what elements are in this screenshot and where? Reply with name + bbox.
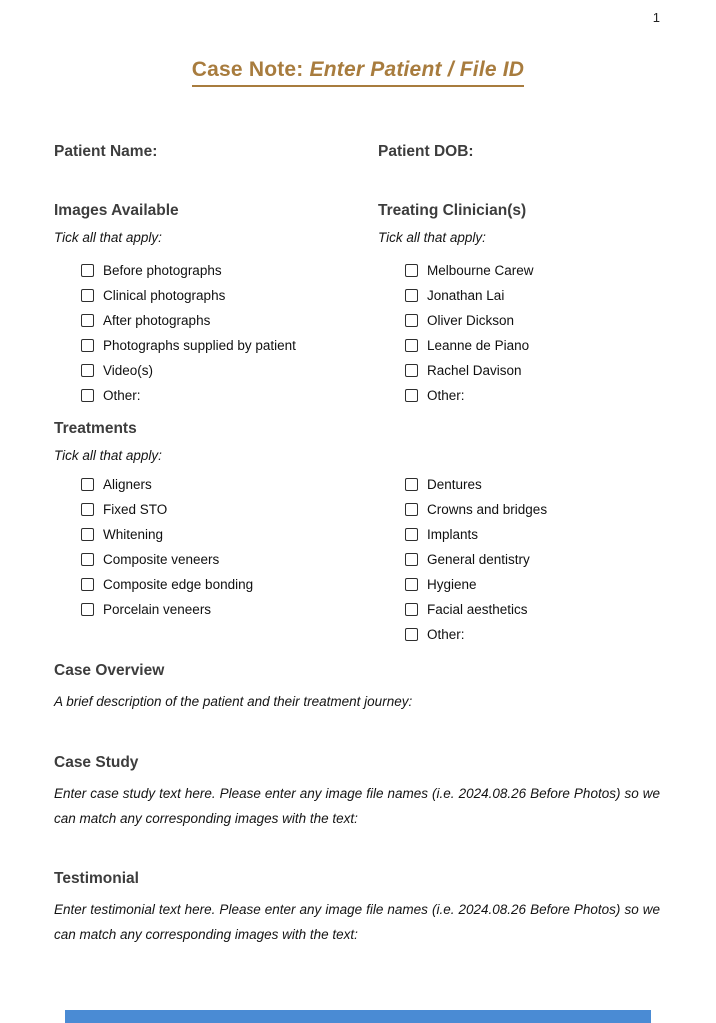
case-study-placeholder[interactable]: Enter case study text here. Please enter any image file names (i.e. 2024.08.26 Before Photos) so we can match any corresponding images with the text: <box>54 786 660 826</box>
checkbox-option[interactable] <box>405 522 694 547</box>
checkbox-label: After photographs <box>103 312 211 328</box>
checkbox[interactable] <box>81 389 94 402</box>
checkbox-label: Other: <box>427 387 465 403</box>
patient-dob-label: Patient DOB: <box>378 143 474 160</box>
case-overview-section <box>54 661 660 715</box>
checkbox-label: Melbourne Carew <box>427 262 534 278</box>
treatments-heading: Treatments <box>54 420 137 437</box>
images-available-heading: Images Available <box>54 202 179 219</box>
checkbox-option[interactable] <box>405 308 694 333</box>
checkbox-option[interactable] <box>81 522 370 547</box>
checkbox-label: Fixed STO <box>103 501 168 517</box>
checkbox-option[interactable] <box>81 497 370 522</box>
checkbox-option[interactable] <box>81 258 370 283</box>
checkbox-option[interactable] <box>81 547 370 572</box>
checkbox[interactable] <box>81 553 94 566</box>
treating-clinicians-heading: Treating Clinician(s) <box>378 202 527 219</box>
checkbox-option[interactable] <box>405 572 694 597</box>
case-overview-heading: Case Overview <box>54 662 165 679</box>
checkbox-option[interactable] <box>81 358 370 383</box>
treating-clinicians-instruction: Tick all that apply: <box>378 230 486 245</box>
checkbox-option[interactable] <box>405 358 694 383</box>
checkbox-label: Other: <box>427 626 465 642</box>
treatments-instruction: Tick all that apply: <box>54 448 162 463</box>
page-number: 1 <box>652 10 660 25</box>
checkbox[interactable] <box>81 314 94 327</box>
checkbox-label: Dentures <box>427 476 482 492</box>
testimonial-section <box>54 869 660 947</box>
treatments-checklist-left <box>54 472 370 622</box>
testimonial-placeholder[interactable]: Enter testimonial text here. Please enter any image file names (i.e. 2024.08.26 Before Photos) so we can match any corresponding images with the text: <box>54 902 660 942</box>
checkbox-label: Whitening <box>103 526 164 542</box>
checkbox-label: Implants <box>427 526 479 542</box>
checkbox-label: Composite edge bonding <box>103 576 254 592</box>
checkbox-option[interactable] <box>405 472 694 497</box>
case-overview-placeholder[interactable]: A brief description of the patient and their treatment journey: <box>54 694 413 709</box>
footer-accent-bar <box>65 1010 651 1023</box>
checkbox-option[interactable] <box>405 258 694 283</box>
checkbox[interactable] <box>405 628 418 641</box>
checkbox-option[interactable] <box>81 383 370 408</box>
checkbox-label: Leanne de Piano <box>427 337 530 353</box>
patient-file-id-placeholder[interactable]: Enter Patient / File ID <box>309 58 525 81</box>
checkbox[interactable] <box>81 289 94 302</box>
checkbox-option[interactable] <box>405 383 694 408</box>
checkbox-label: Composite veneers <box>103 551 220 567</box>
checkbox-label: Before photographs <box>103 262 222 278</box>
treatments-checklist-right <box>378 472 694 647</box>
checkbox-label: Photographs supplied by patient <box>103 337 296 353</box>
checkbox[interactable] <box>81 503 94 516</box>
checkbox-option[interactable] <box>405 333 694 358</box>
checkbox-option[interactable] <box>405 497 694 522</box>
checkbox-option[interactable] <box>405 622 694 647</box>
checkbox[interactable] <box>81 364 94 377</box>
checkbox-label: Porcelain veneers <box>103 601 212 617</box>
patient-name-label: Patient Name: <box>54 143 158 160</box>
checkbox-label: Facial aesthetics <box>427 601 528 617</box>
checkbox-option[interactable] <box>81 472 370 497</box>
images-available-instruction: Tick all that apply: <box>54 230 162 245</box>
treatments-section-header <box>54 419 162 464</box>
checkbox-option[interactable] <box>81 333 370 358</box>
checkbox-label: Clinical photographs <box>103 287 226 303</box>
checkbox[interactable] <box>81 478 94 491</box>
checkbox-label: Video(s) <box>103 362 154 378</box>
checkbox[interactable] <box>405 389 418 402</box>
checkbox[interactable] <box>81 578 94 591</box>
checkbox-option[interactable] <box>81 572 370 597</box>
case-study-heading: Case Study <box>54 754 139 771</box>
checkbox-label: General dentistry <box>427 551 530 567</box>
case-study-section <box>54 753 660 831</box>
checkbox-option[interactable] <box>405 547 694 572</box>
checkbox[interactable] <box>405 364 418 377</box>
checkbox[interactable] <box>405 289 418 302</box>
checkbox-label: Jonathan Lai <box>427 287 505 303</box>
checkbox-option[interactable] <box>81 308 370 333</box>
checkbox-option[interactable] <box>405 283 694 308</box>
checkbox[interactable] <box>405 553 418 566</box>
checkbox-label: Aligners <box>103 476 152 492</box>
checkbox-label: Rachel Davison <box>427 362 522 378</box>
checkbox[interactable] <box>81 264 94 277</box>
checkbox[interactable] <box>405 264 418 277</box>
checkbox[interactable] <box>81 528 94 541</box>
checkbox[interactable] <box>405 478 418 491</box>
checkbox-option[interactable] <box>81 597 370 622</box>
checkbox-label: Oliver Dickson <box>427 312 515 328</box>
checkbox-label: Crowns and bridges <box>427 501 548 517</box>
checkbox-label: Other: <box>103 387 141 403</box>
checkbox[interactable] <box>405 314 418 327</box>
images-available-checklist <box>54 258 370 408</box>
treating-clinicians-checklist <box>378 258 694 408</box>
checkbox[interactable] <box>405 503 418 516</box>
checkbox-option[interactable] <box>405 597 694 622</box>
checkbox-label: Hygiene <box>427 576 477 592</box>
treating-clinicians-section <box>378 201 694 408</box>
checkbox[interactable] <box>405 578 418 591</box>
document-title-text <box>192 58 524 87</box>
checkbox[interactable] <box>81 603 94 616</box>
checkbox[interactable] <box>81 339 94 352</box>
images-available-section <box>54 201 370 408</box>
checkbox[interactable] <box>405 339 418 352</box>
testimonial-heading: Testimonial <box>54 870 139 887</box>
checkbox[interactable] <box>405 603 418 616</box>
document-title <box>0 58 716 87</box>
checkbox[interactable] <box>405 528 418 541</box>
checkbox-option[interactable] <box>81 283 370 308</box>
document-title-prefix: Case Note: <box>191 58 310 81</box>
